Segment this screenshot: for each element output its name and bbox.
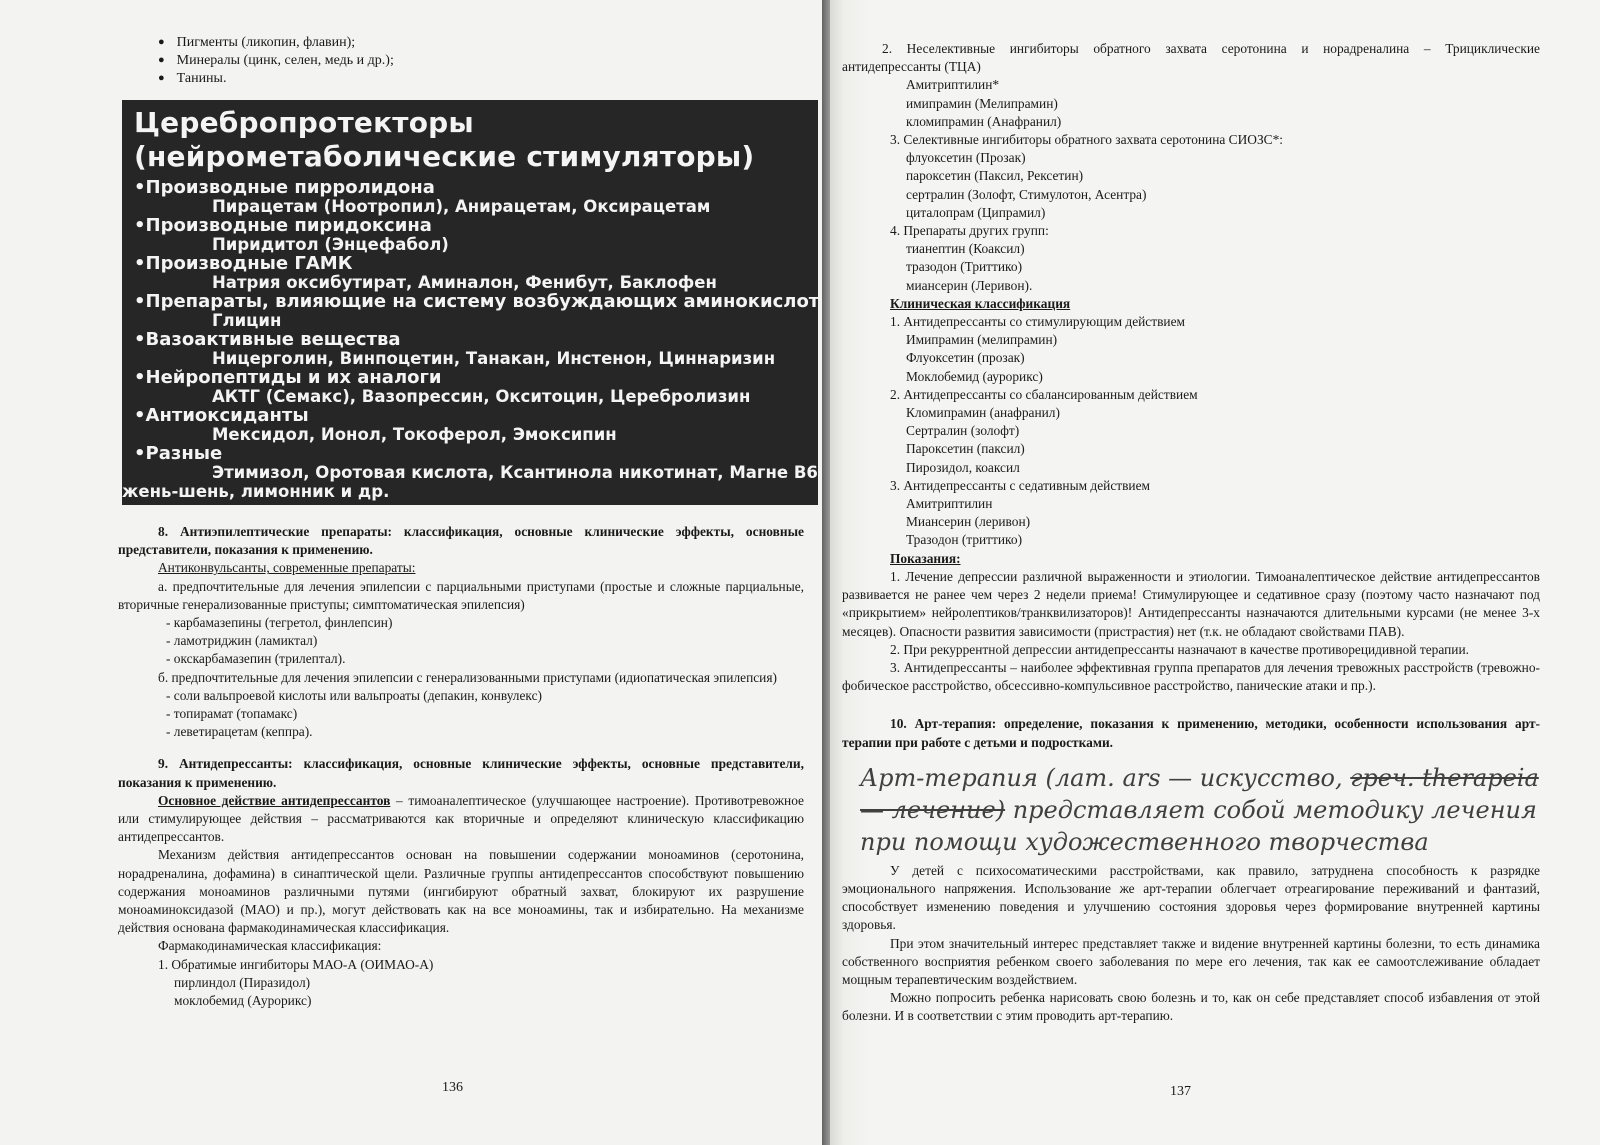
bullet-list — [158, 34, 822, 88]
art-definition-part2: представляет собой методику лечения при помощи художественного творчества — [860, 795, 1537, 856]
list-item: - топирамат (топамакс) — [166, 706, 298, 722]
cerebroprotectors-slide — [122, 100, 818, 505]
list-item: кломипрамин (Анафранил) — [906, 113, 1062, 129]
list-item: - соли вальпроевой кислоты или вальпроаты (депакин, конвулекс) — [166, 687, 543, 703]
list-item: пирлиндол (Пиразидол) — [174, 974, 311, 990]
slide-title-line1: Церебропротекторы — [134, 106, 474, 139]
anticonvulsants-b: б. предпочтительные для лечения эпилепсии с генерализованными приступами (идиопатическая эпилепсия) — [158, 669, 777, 685]
list-item: Миансерин (леривон) — [906, 514, 1031, 530]
right-page — [830, 0, 1600, 1145]
right-text-body-2 — [842, 862, 1540, 1026]
paragraph: У детей с психосоматическими расстройствами, как правило, затруднена способность к разрядке эмоционального напряжения. Использование же арт-терапии облегчает отреагирование переживаний и фантазий, способствует изменению поведения и улучшению состояния здоровья через формирование внутренней картины здоровья. — [842, 862, 1540, 933]
list-item: тразодон (Триттико) — [906, 259, 1023, 275]
clinical-class-3: 3. Антидепрессанты с седативным действием — [890, 477, 1151, 493]
list-item: - леветирацетам (кеппра). — [166, 724, 313, 740]
list-item: Кломипрамин (анафранил) — [906, 405, 1060, 421]
list-item: Амитриптилин* — [906, 77, 1000, 93]
slide-category: • Антиоксиданты — [134, 406, 818, 425]
slide-title-line2: (нейрометаболические стимуляторы) — [134, 140, 755, 173]
slide-items: Глицин — [212, 311, 282, 330]
question-9-title: 9. Антидепрессанты: классификация, основные клинические эффекты, основные представители, показания к применению. — [118, 756, 804, 790]
question-10-title: 10. Арт-терапия: определение, показания к применению, методики, особенности использования арт-терапии при работе с детьми и подростками. — [842, 716, 1540, 750]
main-action-text: – тимоаналептическое (улучшающее настроение). Противотревожное или стимулирующее действия – рассматриваются как вторичные и определяют клиническую классификацию антидепрессантов. — [118, 792, 804, 845]
list-item: сертралин (Золофт, Стимулотон, Асентра) — [906, 186, 1147, 202]
pharm-class-3: 3. Селективные ингибиторы обратного захвата серотонина СИОЗС*: — [890, 132, 1284, 148]
pharm-class-2: 2. Неселективные ингибиторы обратного захвата серотонина и норадреналина – Трициклические антидепрессанты (ТЦА) — [842, 41, 1540, 75]
right-text-body — [842, 40, 1540, 752]
slide-category: • Нейропептиды и их аналоги — [134, 368, 818, 387]
slide-items: Пирацетам (Ноотропил), Анирацетам, Оксирацетам — [212, 197, 711, 216]
anticonvulsants-heading: Антиконвульсанты, современные препараты: — [158, 560, 416, 576]
indications-heading: Показания: — [890, 550, 961, 566]
clinical-class-heading: Клиническая классификация — [890, 295, 1071, 311]
question-8-title: 8. Антиэпилептические препараты: классификация, основные клинические эффекты, основные представители, показания к применению. — [118, 524, 804, 558]
list-item: Моклобемид (аурорикс) — [906, 368, 1043, 384]
slide-category: • Производные ГАМК — [134, 254, 818, 273]
list-item: Пароксетин (паксил) — [906, 441, 1025, 457]
paragraph: При этом значительный интерес представляет также и видение внутренней картины болезни, то есть динамика собственного восприятия ребенком своего заболевания по мере его лечения, так как ее самоотслеживание обладает мощным терапевтическим воздействием. — [842, 935, 1540, 987]
pharm-class-4: 4. Препараты других групп: — [890, 223, 1049, 239]
page-number: 136 — [442, 1080, 463, 1095]
slide-items: АКТГ (Семакс), Вазопрессин, Окситоцин, Церебролизин — [212, 387, 751, 406]
slide-tail: жень-шень, лимонник и др. — [122, 482, 390, 501]
list-item: - окскарбамазепин (трилептал). — [166, 651, 346, 667]
art-definition-strike: греч. therapeia — лечение) — [860, 763, 1539, 824]
slide-category: • Вазоактивные вещества — [134, 330, 818, 349]
slide-category: • Разные — [134, 444, 818, 463]
list-item: циталопрам (Ципрамил) — [906, 204, 1046, 220]
art-therapy-definition — [860, 762, 1540, 858]
slide-category: • Производные пирролидона — [134, 178, 818, 197]
list-item: миансерин (Леривон). — [906, 277, 1033, 293]
indication-1: 1. Лечение депрессии различной выраженности и этиологии. Тимоаналептическое действие антидепрессантов развивается не ранее чем через 2 недели приема! Стимулирующее и седативное сразу (поэтому часто назначают под «прикрытием» нейролептиков/транквилизаторов)! Антидепрессанты назначаются длительными курсами (не менее 3-х месяцев). Опасности развития зависимости (пристрастия) нет (т.к. не обладают свойствами ПАВ). — [842, 568, 1540, 639]
list-item: Имипрамин (мелипрамин) — [906, 332, 1058, 348]
anticonvulsants-a: а. предпочтительные для лечения эпилепсии с парциальными приступами (простые и сложные парциальные, вторичные генерализованные приступы; симптоматическая эпилепсия) — [118, 578, 804, 612]
list-item: - ламотриджин (ламиктал) — [166, 633, 318, 649]
pharm-class-heading: Фармакодинамическая классификация: — [158, 938, 382, 954]
indication-2: 2. При рекуррентной депрессии антидепрессанты назначают в качестве противорецидивной терапии. — [890, 641, 1469, 657]
slide-items: Натрия оксибутират, Аминалон, Фенибут, Баклофен — [212, 273, 717, 292]
list-item: Пирозидол, коаксил — [906, 459, 1020, 475]
list-item: тианептин (Коаксил) — [906, 241, 1025, 257]
mechanism-paragraph: Механизм действия антидепрессантов основан на повышении содержании моноаминов (серотонина, норадреналина, дофамина) в синаптической щели. Различные группы антидепрессантов способствуют повышению содержания моноаминов различными путями (ингибируют обратный захват, блокируют их разрушение моноаминоксидазой (МАО) и пр.), могут действовать как на все моноамины, так и избирательно. На механизме действия основана фармакодинамическая классификация. — [118, 847, 804, 936]
list-item: ● Танины. — [158, 70, 822, 88]
list-item: ● Минералы (цинк, селен, медь и др.); — [158, 52, 822, 70]
list-item: моклобемид (Аурорикс) — [174, 993, 312, 1009]
paragraph: Можно попросить ребенка нарисовать свою болезнь и то, как он себе представляет способ избавления от этой болезни. И в соответствии с этим проводить арт-терапию. — [842, 990, 1540, 1024]
slide-items: Мексидол, Ионол, Токоферол, Эмоксипин — [212, 425, 617, 444]
slide-title — [134, 106, 818, 174]
main-action-label: Основное действие антидепрессантов — [158, 792, 391, 808]
slide-items: Ницерголин, Винпоцетин, Танакан, Инстенон, Циннаризин — [212, 349, 776, 368]
list-item: Флуоксетин (прозак) — [906, 350, 1025, 366]
list-item: флуоксетин (Прозак) — [906, 150, 1026, 166]
art-definition-part1: Арт-терапия (лат. ars — искусство, — [860, 763, 1351, 792]
pharm-class-1: 1. Обратимые ингибиторы МАО-А (ОИМАО-А) — [158, 956, 434, 972]
page-number: 137 — [1170, 1084, 1191, 1099]
list-item: Тразодон (триттико) — [906, 532, 1023, 548]
slide-category: • Производные пиридоксина — [134, 216, 818, 235]
slide-items: Этимизол, Оротовая кислота, Ксантинола никотинат, Магне В6 — [212, 463, 818, 482]
list-item: Амитриптилин — [906, 496, 993, 512]
indication-3: 3. Антидепрессанты – наиболее эффективная группа препаратов для лечения тревожных расстройств (тревожно-фобическое расстройство, обсессивно-компульсивное расстройство, панические атаки и пр.). — [842, 659, 1540, 694]
left-text-body — [118, 523, 804, 1010]
clinical-class-2: 2. Антидепрессанты со сбалансированным действием — [890, 386, 1198, 402]
list-item: имипрамин (Мелипрамин) — [906, 95, 1058, 111]
slide-category: • Препараты, влияющие на систему возбуждающих аминокислот — [134, 292, 818, 311]
list-item: ● Пигменты (ликопин, флавин); — [158, 34, 822, 52]
list-item: Сертралин (золофт) — [906, 423, 1020, 439]
slide-items: Пиридитол (Энцефабол) — [212, 235, 449, 254]
clinical-class-1: 1. Антидепрессанты со стимулирующим действием — [890, 314, 1186, 330]
list-item: пароксетин (Паксил, Рексетин) — [906, 168, 1084, 184]
list-item: - карбамазепины (тегретол, финлепсин) — [166, 615, 393, 631]
